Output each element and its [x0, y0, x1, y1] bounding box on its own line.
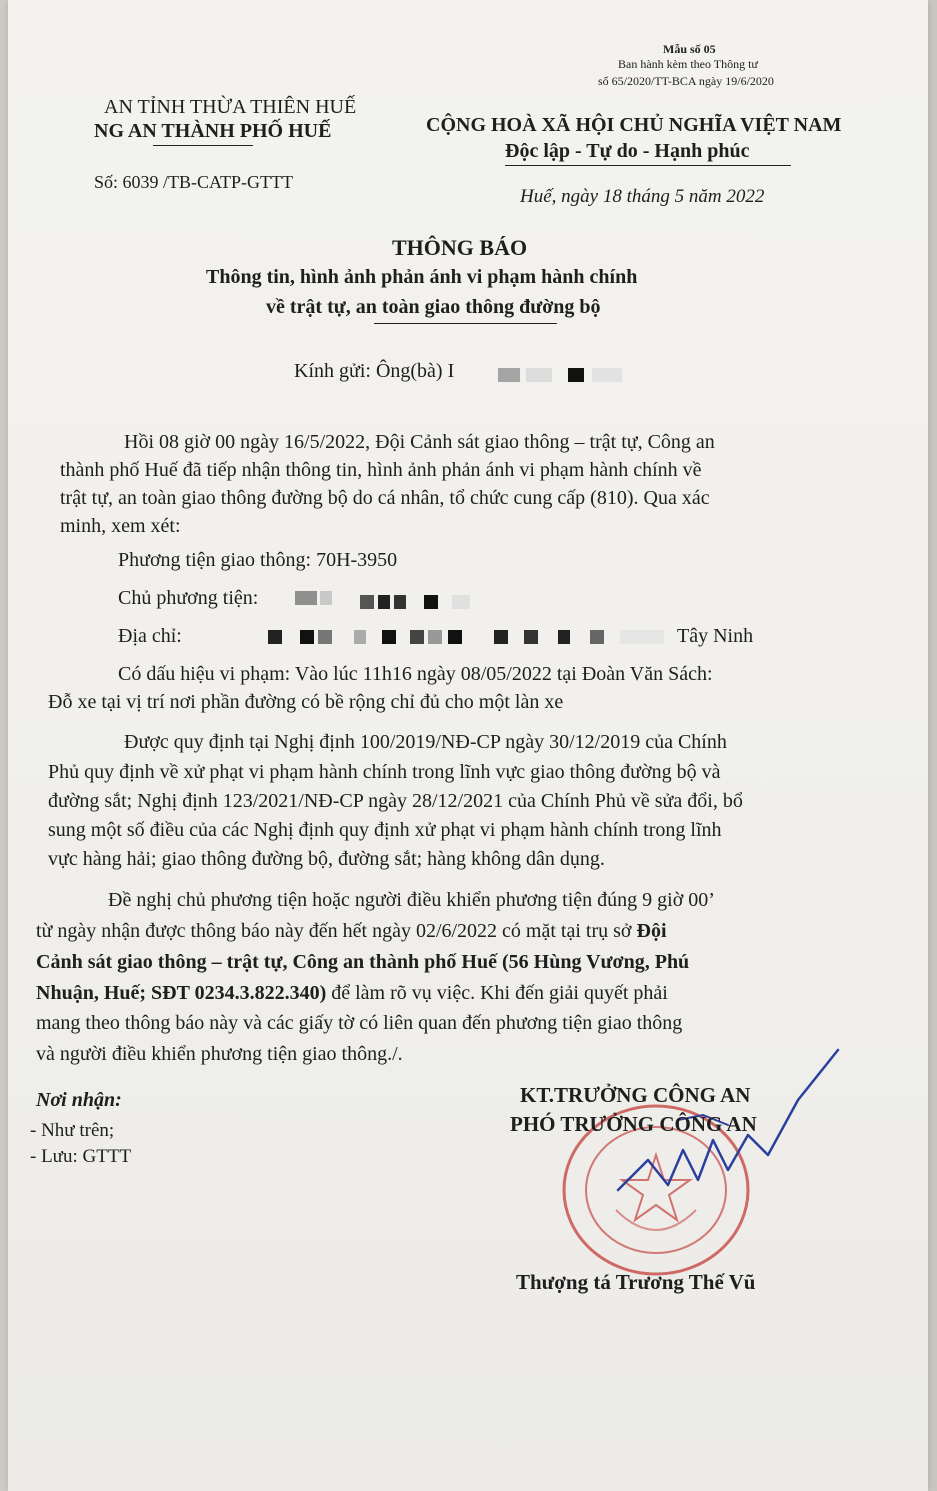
request-line-2-bold: Đội: [636, 920, 667, 942]
document-subtitle-line-2: về trật tự, an toàn giao thông đường bộ: [266, 296, 601, 318]
request-line-5: mang theo thông báo này và các giấy tờ có liên quan đến phương tiện giao thông: [36, 1012, 683, 1034]
form-issued-note: Ban hành kèm theo Thông tư: [618, 57, 758, 71]
subtitle-underline: [374, 323, 557, 324]
document-subtitle-line-1: Thông tin, hình ảnh phản ánh vi phạm hành chính: [206, 266, 638, 288]
redaction-block: [428, 630, 442, 644]
redaction-block: [268, 630, 282, 644]
handwritten-signature: [608, 1040, 858, 1240]
agency-line-1: AN TỈNH THỪA THIÊN HUẾ: [104, 96, 357, 118]
document-number: Số: 6039 /TB-CATP-GTTT: [94, 172, 294, 192]
request-line-2-text: từ ngày nhận được thông báo này đến hết ngày 02/6/2022 có mặt tại trụ sở: [36, 920, 637, 942]
request-line-3: Cảnh sát giao thông – trật tự, Công an thành phố Huế (56 Hùng Vương, Phú: [36, 951, 690, 973]
request-line-4-bold: Nhuận, Huế; SĐT 0234.3.822.340): [36, 982, 327, 1004]
redaction-block: [378, 595, 390, 609]
recipients-item: - Lưu: GTTT: [30, 1146, 132, 1167]
redaction-block: [382, 630, 396, 644]
place-and-date: Huế, ngày 18 tháng 5 năm 2022: [520, 186, 765, 207]
redaction-block: [590, 630, 604, 644]
recipients-item: - Như trên;: [30, 1120, 115, 1141]
legal-basis-line-5: vực hàng hải; giao thông đường bộ, đường sắt; hàng không dân dụng.: [48, 848, 605, 870]
redaction-block: [300, 630, 314, 644]
request-line-1: Đề nghị chủ phương tiện hoặc người điều khiển phương tiện đúng 9 giờ 00’: [108, 889, 715, 911]
signatory-title-line-1: KT.TRƯỞNG CÔNG AN: [520, 1083, 751, 1107]
request-line-2: [36, 920, 667, 943]
redaction-block: [424, 595, 438, 609]
redaction-block: [498, 368, 520, 382]
signatory-title-line-2: PHÓ TRƯỞNG CÔNG AN: [510, 1112, 757, 1136]
redaction-block: [592, 368, 622, 382]
document-title: THÔNG BÁO: [392, 235, 528, 260]
vehicle-owner-label: Chủ phương tiện:: [118, 587, 259, 609]
address-province: Tây Ninh: [677, 625, 754, 647]
redaction-block: [568, 368, 584, 382]
recipient-label: Kính gửi: Ông(bà) I: [294, 360, 455, 382]
redaction-block: [526, 368, 552, 382]
recipients-heading: Nơi nhận:: [36, 1089, 122, 1111]
redaction-block: [558, 630, 570, 644]
redaction-block: [320, 591, 332, 605]
redaction-block: [360, 595, 374, 609]
redaction-block: [318, 630, 332, 644]
form-reference: số 65/2020/TT-BCA ngày 19/6/2020: [598, 74, 774, 88]
redaction-block: [394, 595, 406, 609]
redaction-block: [524, 630, 538, 644]
redaction-block: [448, 630, 462, 644]
request-line-6: và người điều khiển phương tiện giao thông./.: [36, 1043, 403, 1065]
motto-underline: [505, 165, 791, 166]
document-page: [8, 0, 928, 1491]
redaction-block: [452, 595, 470, 609]
recipient-line: [294, 360, 454, 383]
national-motto: Độc lập - Tự do - Hạnh phúc: [505, 140, 750, 162]
redaction-block: [354, 630, 366, 644]
request-line-4-text: để làm rõ vụ việc. Khi đến giải quyết phải: [326, 982, 668, 1004]
body-paragraph-1-line-3: trật tự, an toàn giao thông đường bộ do cá nhân, tổ chức cung cấp (810). Qua xác: [60, 487, 710, 509]
violation-line-1: Có dấu hiệu vi phạm: Vào lúc 11h16 ngày 08/05/2022 tại Đoàn Văn Sách:: [118, 663, 713, 685]
agency-line-2: NG AN THÀNH PHỐ HUẾ: [94, 120, 332, 142]
redaction-block: [295, 591, 317, 605]
redaction-block: [494, 630, 508, 644]
vehicle-plate-line: Phương tiện giao thông: 70H-3950: [118, 549, 398, 571]
form-number: Mẫu số 05: [663, 42, 716, 56]
redaction-block: [410, 630, 424, 644]
request-line-4: [36, 982, 668, 1005]
violation-line-2: Đỗ xe tại vị trí nơi phần đường có bề rộng chỉ đủ cho một làn xe: [48, 691, 564, 713]
legal-basis-line-3: đường sắt; Nghị định 123/2021/NĐ-CP ngày 28/12/2021 của Chính Phủ về sửa đổi, bổ: [48, 790, 743, 812]
nation-name: CỘNG HOÀ XÃ HỘI CHỦ NGHĨA VIỆT NAM: [426, 114, 842, 136]
signatory-name: Thượng tá Trương Thế Vũ: [516, 1270, 756, 1294]
body-paragraph-1-line-1: Hồi 08 giờ 00 ngày 16/5/2022, Đội Cảnh sát giao thông – trật tự, Công an: [124, 431, 715, 453]
legal-basis-line-1: Được quy định tại Nghị định 100/2019/NĐ-CP ngày 30/12/2019 của Chính: [124, 731, 727, 753]
address-label: Địa chỉ:: [118, 625, 182, 647]
body-paragraph-1-line-4: minh, xem xét:: [60, 515, 181, 537]
legal-basis-line-2: Phủ quy định về xử phạt vi phạm hành chính trong lĩnh vực giao thông đường bộ và: [48, 761, 721, 783]
redaction-block: [620, 630, 664, 644]
agency-underline: [153, 145, 253, 146]
legal-basis-line-4: sung một số điều của các Nghị định quy định xử phạt vi phạm hành chính trong lĩnh: [48, 819, 722, 841]
body-paragraph-1-line-2: thành phố Huế đã tiếp nhận thông tin, hình ảnh phản ánh vi phạm hành chính về: [60, 459, 702, 481]
